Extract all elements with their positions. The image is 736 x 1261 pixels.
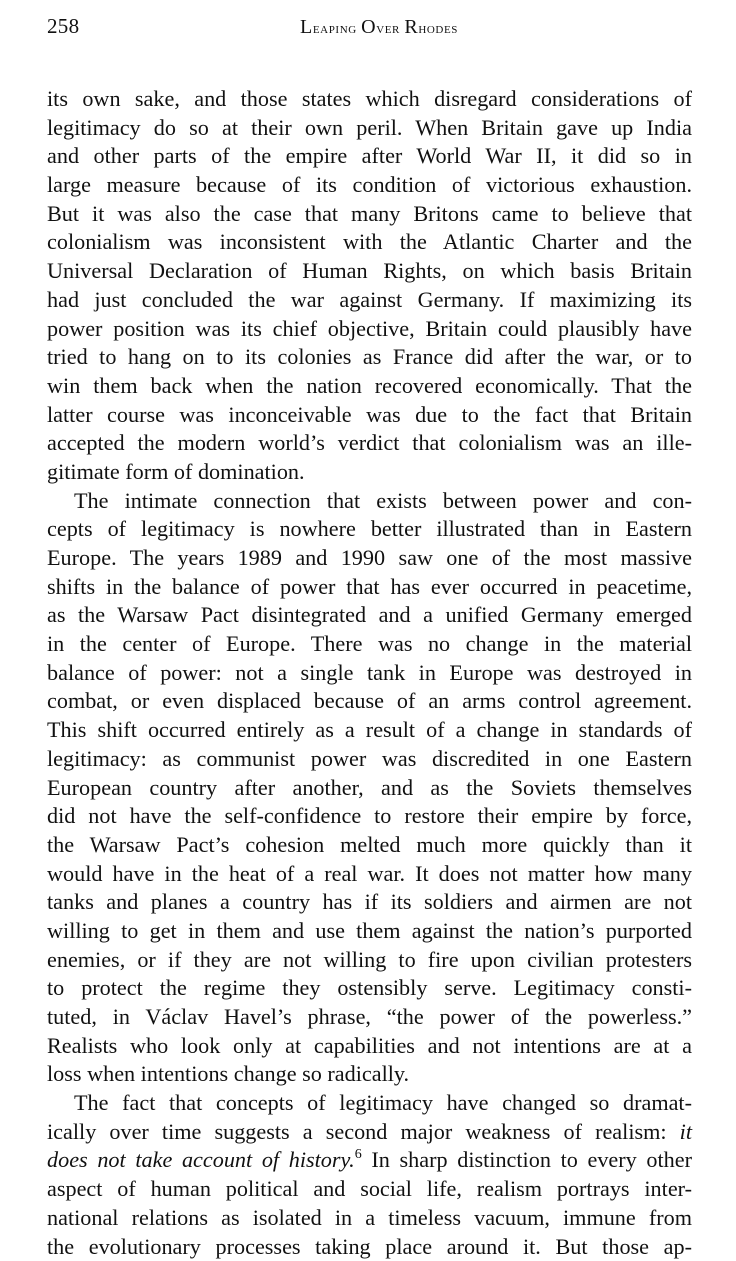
text-line: colonialism was inconsistent with the Atlantic Charter and the (47, 228, 692, 257)
text-line: its own sake, and those states which disregard considerations of (47, 85, 692, 114)
text-line: tanks and planes a country has if its soldiers and airmen are not (47, 888, 692, 917)
italic-phrase: it (680, 1119, 692, 1144)
text-line: But it was also the case that many Britons came to believe that (47, 200, 692, 229)
text-line: national relations as isolated in a timeless vacuum, immune from (47, 1204, 692, 1233)
text-line: gitimate form of domination. (47, 458, 692, 487)
text-line: willing to get in them and use them against the nation’s purported (47, 917, 692, 946)
page-number: 258 (47, 14, 79, 39)
text-line: Universal Declaration of Human Rights, on which basis Britain (47, 257, 692, 286)
running-title: Leaping Over Rhodes (47, 16, 689, 39)
italic-phrase: does not take account of history. (47, 1147, 355, 1172)
text-line: win them back when the nation recovered economically. That the (47, 372, 692, 401)
footnote-reference: 6 (355, 1147, 362, 1162)
text-line: legitimacy: as communist power was discredited in one Eastern (47, 745, 692, 774)
text-line-segment: In sharp distinction to every other (362, 1147, 692, 1172)
body-text (47, 85, 692, 1261)
text-line: and other parts of the empire after World War II, it did so in (47, 142, 692, 171)
text-line: did not have the self-confidence to restore their empire by force, (47, 802, 692, 831)
text-line (47, 1146, 692, 1175)
text-line: accepted the modern world’s verdict that colonialism was an ille- (47, 429, 692, 458)
text-line: aspect of human political and social life, realism portrays inter- (47, 1175, 692, 1204)
text-line: The intimate connection that exists between power and con- (47, 487, 692, 516)
text-line: European country after another, and as the Soviets themselves (47, 774, 692, 803)
text-line: had just concluded the war against Germany. If maximizing its (47, 286, 692, 315)
text-line: tuted, in Václav Havel’s phrase, “the power of the powerless.” (47, 1003, 692, 1032)
text-line: This shift occurred entirely as a result of a change in standards of (47, 716, 692, 745)
text-line-segment: ically over time suggests a second major weakness of realism: (47, 1119, 680, 1144)
text-line: would have in the heat of a real war. It does not matter how many (47, 860, 692, 889)
text-line (47, 1118, 692, 1147)
text-line: enemies, or if they are not willing to fire upon civilian protesters (47, 946, 692, 975)
running-head (47, 14, 689, 40)
text-line: power position was its chief objective, Britain could plausibly have (47, 315, 692, 344)
text-line: legitimacy do so at their own peril. When Britain gave up India (47, 114, 692, 143)
text-line: loss when intentions change so radically. (47, 1060, 692, 1089)
text-line: Europe. The years 1989 and 1990 saw one of the most massive (47, 544, 692, 573)
text-line: as the Warsaw Pact disintegrated and a unified Germany emerged (47, 601, 692, 630)
text-line: large measure because of its condition of victorious exhaustion. (47, 171, 692, 200)
text-line: latter course was inconceivable was due to the fact that Britain (47, 401, 692, 430)
paragraph-3 (47, 1089, 692, 1261)
text-line: cepts of legitimacy is nowhere better illustrated than in Eastern (47, 515, 692, 544)
text-line: to protect the regime they ostensibly serve. Legitimacy consti- (47, 974, 692, 1003)
text-line: the Warsaw Pact’s cohesion melted much more quickly than it (47, 831, 692, 860)
text-line: shifts in the balance of power that has ever occurred in peacetime, (47, 573, 692, 602)
text-line: tried to hang on to its colonies as France did after the war, or to (47, 343, 692, 372)
text-line: combat, or even displaced because of an arms control agreement. (47, 687, 692, 716)
text-line: balance of power: not a single tank in Europe was destroyed in (47, 659, 692, 688)
text-line: the evolutionary processes taking place around it. But those ap- (47, 1233, 692, 1261)
paragraph-1 (47, 85, 692, 487)
paragraph-2 (47, 487, 692, 1089)
text-line: Realists who look only at capabilities and not intentions are at a (47, 1032, 692, 1061)
text-line: in the center of Europe. There was no change in the material (47, 630, 692, 659)
text-line: The fact that concepts of legitimacy have changed so dramat- (47, 1089, 692, 1118)
